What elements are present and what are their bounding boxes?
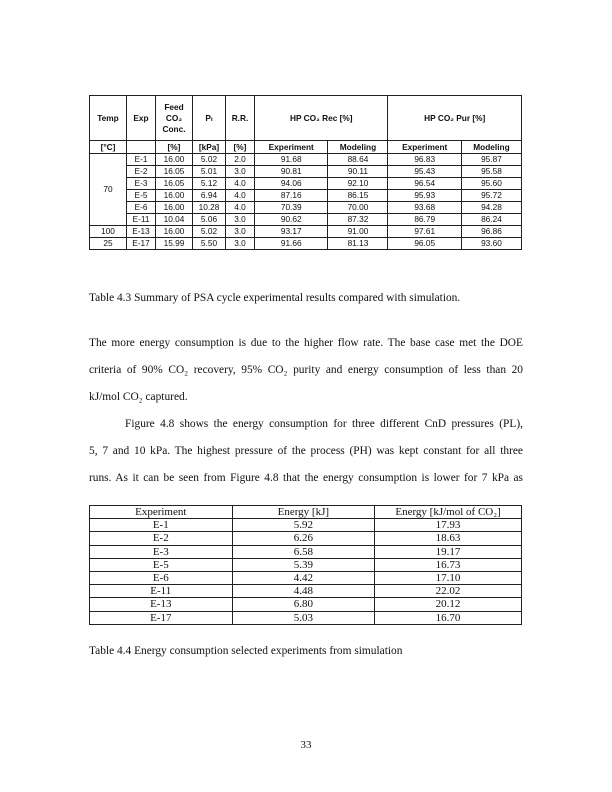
cell-pur-mod: 95.60 <box>461 178 521 190</box>
cell-energy-per-mol: 18.63 <box>375 532 522 545</box>
cell-energy-per-mol: 16.70 <box>375 611 522 624</box>
cell-pl: 5.02 <box>193 226 226 238</box>
cell-exp: E-5 <box>127 190 156 202</box>
cell-rec-exp: 94.06 <box>255 178 328 190</box>
table-row <box>90 611 522 624</box>
subheader-rec-experiment: Experiment <box>255 141 328 154</box>
cell-experiment: E-6 <box>90 572 233 585</box>
cell-temp: 25 <box>90 238 127 250</box>
cell-energy-per-mol: 17.93 <box>375 519 522 532</box>
cell-exp: E-6 <box>127 202 156 214</box>
cell-rr: 4.0 <box>226 202 255 214</box>
cell-pur-exp: 96.05 <box>388 238 461 250</box>
cell-rec-mod: 90.11 <box>328 166 388 178</box>
header-feed-line1: Feed <box>164 101 184 112</box>
cell-experiment: E-17 <box>90 611 233 624</box>
cell-rec-mod: 81.13 <box>328 238 388 250</box>
cell-temp: 100 <box>90 226 127 238</box>
cell-energy-per-mol: 16.73 <box>375 558 522 571</box>
cell-pur-mod: 95.87 <box>461 154 521 166</box>
unit-feed: [%] <box>156 141 193 154</box>
table-row <box>90 202 522 214</box>
cell-rr: 4.0 <box>226 178 255 190</box>
table-row <box>90 598 522 611</box>
cell-exp: E-17 <box>127 238 156 250</box>
paragraph-line: The more energy consumption is due to the higher flow rate. The base case met the DOE <box>89 337 523 349</box>
cell-rec-exp: 90.81 <box>255 166 328 178</box>
cell-energy: 4.48 <box>232 585 375 598</box>
table-row <box>90 585 522 598</box>
cell-experiment: E-5 <box>90 558 233 571</box>
cell-rec-exp: 70.39 <box>255 202 328 214</box>
cell-rr: 3.0 <box>226 238 255 250</box>
cell-pl: 5.12 <box>193 178 226 190</box>
table-row <box>90 214 522 226</box>
cell-pur-mod: 93.60 <box>461 238 521 250</box>
cell-experiment: E-3 <box>90 545 233 558</box>
cell-rec-exp: 93.17 <box>255 226 328 238</box>
header-pl: Pₗ <box>193 96 226 141</box>
cell-rr: 3.0 <box>226 226 255 238</box>
cell-pur-exp: 86.79 <box>388 214 461 226</box>
cell-feed: 16.00 <box>156 226 193 238</box>
table-row <box>90 190 522 202</box>
cell-experiment: E-13 <box>90 598 233 611</box>
cell-exp: E-1 <box>127 154 156 166</box>
table-row <box>90 545 522 558</box>
cell-pur-mod: 95.58 <box>461 166 521 178</box>
cell-pur-mod: 86.24 <box>461 214 521 226</box>
cell-pl: 5.06 <box>193 214 226 226</box>
header-feed <box>156 96 193 141</box>
cell-feed: 16.05 <box>156 166 193 178</box>
cell-rr: 2.0 <box>226 154 255 166</box>
cell-pur-exp: 97.61 <box>388 226 461 238</box>
table-row <box>90 519 522 532</box>
psa-results-table <box>89 95 522 250</box>
cell-feed: 16.00 <box>156 190 193 202</box>
table-row <box>90 572 522 585</box>
cell-rr: 4.0 <box>226 190 255 202</box>
unit-exp <box>127 141 156 154</box>
cell-pur-mod: 94.28 <box>461 202 521 214</box>
header-experiment: Experiment <box>90 506 233 519</box>
cell-exp: E-11 <box>127 214 156 226</box>
subheader-pur-modeling: Modeling <box>461 141 521 154</box>
cell-rec-mod: 88.64 <box>328 154 388 166</box>
header-feed-line3: Conc. <box>162 123 186 134</box>
paragraph-energy-flow <box>89 330 523 411</box>
cell-rr: 3.0 <box>226 166 255 178</box>
header-temp: Temp <box>90 96 127 141</box>
cell-energy: 6.26 <box>232 532 375 545</box>
cell-pl: 5.01 <box>193 166 226 178</box>
paragraph-line: 5, 7 and 10 kPa. The highest pressure of the process (PH) was kept constant for all three <box>89 445 523 457</box>
cell-exp: E-2 <box>127 166 156 178</box>
cell-rec-exp: 91.68 <box>255 154 328 166</box>
subheader-pur-experiment: Experiment <box>388 141 461 154</box>
header-exp: Exp <box>127 96 156 141</box>
cell-energy: 6.58 <box>232 545 375 558</box>
cell-experiment: E-2 <box>90 532 233 545</box>
cell-rec-mod: 92.10 <box>328 178 388 190</box>
cell-energy-per-mol: 19.17 <box>375 545 522 558</box>
cell-energy: 5.39 <box>232 558 375 571</box>
cell-feed: 16.00 <box>156 154 193 166</box>
unit-pl: [kPa] <box>193 141 226 154</box>
unit-rr: [%] <box>226 141 255 154</box>
energy-consumption-table <box>89 505 522 625</box>
cell-pur-exp: 95.43 <box>388 166 461 178</box>
cell-pl: 10.28 <box>193 202 226 214</box>
cell-exp: E-3 <box>127 178 156 190</box>
table-4-4-caption: Table 4.4 Energy consumption selected experiments from simulation <box>89 645 403 657</box>
cell-experiment: E-1 <box>90 519 233 532</box>
cell-energy: 4.42 <box>232 572 375 585</box>
header-energy: Energy [kJ] <box>232 506 375 519</box>
cell-energy-per-mol: 20.12 <box>375 598 522 611</box>
cell-pur-exp: 96.54 <box>388 178 461 190</box>
cell-energy: 6.80 <box>232 598 375 611</box>
cell-rec-mod: 91.00 <box>328 226 388 238</box>
cell-rec-exp: 91.66 <box>255 238 328 250</box>
table-4-3-caption: Table 4.3 Summary of PSA cycle experimental results compared with simulation. <box>89 292 461 304</box>
header-pur: HP CO₂ Pur [%] <box>388 96 522 141</box>
subheader-rec-modeling: Modeling <box>328 141 388 154</box>
header-feed-line2: CO₂ <box>165 112 183 123</box>
table-row <box>90 178 522 190</box>
cell-feed: 16.05 <box>156 178 193 190</box>
page-number: 33 <box>300 739 312 751</box>
paragraph-line: criteria of 90% CO₂ recovery, 95% CO₂ purity and energy consumption of less than 20 <box>89 364 523 376</box>
cell-energy-per-mol: 22.02 <box>375 585 522 598</box>
cell-pur-mod: 95.72 <box>461 190 521 202</box>
cell-rec-mod: 86.15 <box>328 190 388 202</box>
table-row <box>90 238 522 250</box>
paragraph-figure-4-8 <box>89 411 523 492</box>
cell-rr: 3.0 <box>226 214 255 226</box>
cell-energy: 5.03 <box>232 611 375 624</box>
table-row <box>90 166 522 178</box>
cell-feed: 16.00 <box>156 202 193 214</box>
header-energy-per-mol: Energy [kJ/mol of CO₂] <box>375 506 522 519</box>
cell-rec-mod: 70.00 <box>328 202 388 214</box>
cell-pur-exp: 96.83 <box>388 154 461 166</box>
header-rr: R.R. <box>226 96 255 141</box>
cell-rec-exp: 90.62 <box>255 214 328 226</box>
table-row <box>90 226 522 238</box>
table-row <box>90 532 522 545</box>
cell-pur-exp: 95.93 <box>388 190 461 202</box>
cell-exp: E-13 <box>127 226 156 238</box>
paragraph-line: kJ/mol CO₂ captured. <box>89 391 188 403</box>
temp-group-70: 70 <box>90 154 127 226</box>
cell-pl: 6.94 <box>193 190 226 202</box>
cell-energy: 5.92 <box>232 519 375 532</box>
cell-rec-mod: 87.32 <box>328 214 388 226</box>
paragraph-line: runs. As it can be seen from Figure 4.8 that the energy consumption is lower for 7 kPa as <box>89 472 523 484</box>
cell-feed: 10.04 <box>156 214 193 226</box>
header-rec: HP CO₂ Rec [%] <box>255 96 388 141</box>
cell-pl: 5.02 <box>193 154 226 166</box>
cell-rec-exp: 87.16 <box>255 190 328 202</box>
cell-experiment: E-11 <box>90 585 233 598</box>
table-row <box>90 154 522 166</box>
cell-pl: 5.50 <box>193 238 226 250</box>
cell-feed: 15.99 <box>156 238 193 250</box>
cell-pur-mod: 96.86 <box>461 226 521 238</box>
unit-temp: [°C] <box>90 141 127 154</box>
table-row <box>90 558 522 571</box>
cell-energy-per-mol: 17.10 <box>375 572 522 585</box>
paragraph-line: Figure 4.8 shows the energy consumption for three different CnD pressures (PL), <box>125 418 523 430</box>
cell-pur-exp: 93.68 <box>388 202 461 214</box>
